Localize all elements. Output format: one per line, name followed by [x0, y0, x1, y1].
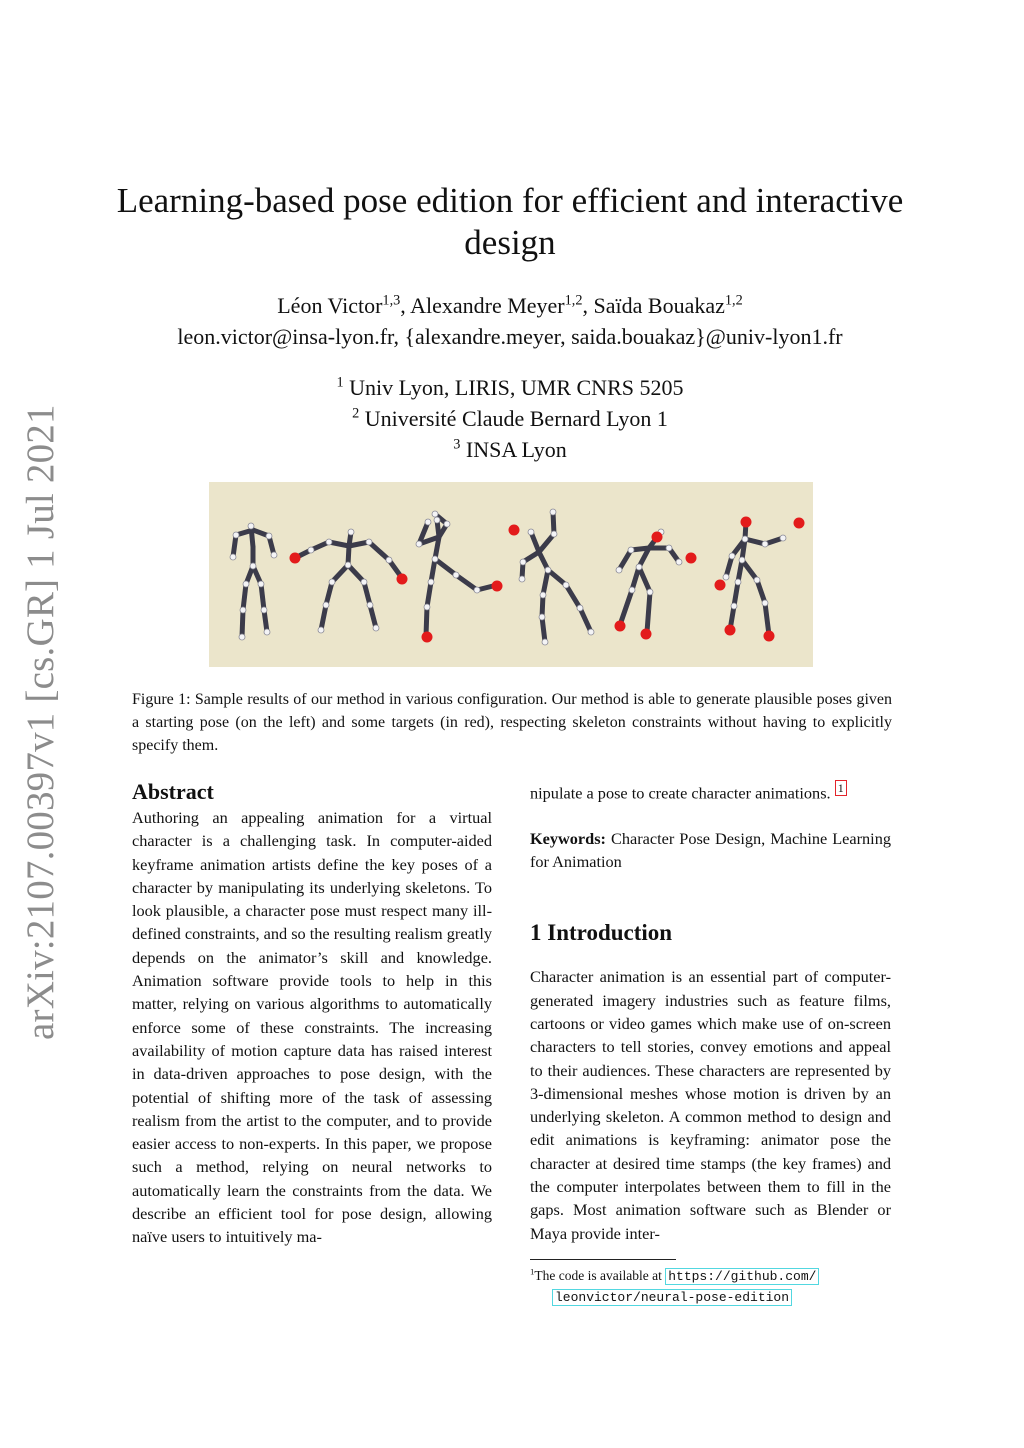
skeleton-joint — [563, 582, 569, 588]
skeleton-joint — [520, 559, 526, 565]
skeleton-bone — [619, 550, 631, 570]
code-url-link[interactable]: https://github.com/ — [665, 1268, 819, 1285]
target-point — [715, 580, 726, 591]
affiliations — [100, 372, 920, 465]
author-name: Alexandre Meyer — [410, 293, 565, 318]
footnote — [530, 1266, 891, 1308]
skeleton-joint — [762, 600, 768, 606]
skeleton-joint — [528, 529, 534, 535]
skeleton-joint — [230, 554, 236, 560]
skeleton-joint — [366, 539, 372, 545]
skeleton-joint — [348, 529, 354, 535]
skeleton-bone — [364, 582, 370, 605]
figure-caption: Figure 1: Sample results of our method in various configuration. Our method is able to generate plausible poses given a starting pose (on the left) and some targets (in red), respecting skeleton constraints without having to explicitly specify them. — [132, 691, 892, 754]
abstract-text: Authoring an appealing animation for a virtual character is a challenging task. In computer-aided keyframe animation artists define the key poses of a character by manipulating its underlying skeletons. To look plausible, a character pose must respect many ill-defined constraints, and so the resulting realism greatly depends on the animator’s skill and knowledge. Animation software provide tools to help in this matter, relying on various algorithms to automatically enforce some of these constraints. The increasing availability of motion capture data has raised interest in data-driven approaches to pose design, with the potential of shifting more of the task of assessing realism from the artist to the computer, and to provide easier access to non-experts. In this paper, we propose such a method, relying on neural networks to automatically learn the constraints from the data. We describe an efficient tool for pose design, allowing naïve users to intuitively ma- — [132, 808, 492, 1247]
pose-skeleton-crouched — [615, 529, 697, 640]
skeleton-joint — [629, 587, 635, 593]
affiliation-text: Université Claude Bernard Lyon 1 — [364, 406, 668, 431]
skeleton-joint — [519, 576, 525, 582]
skeleton-bone — [765, 603, 769, 635]
skeleton-bone — [580, 608, 591, 632]
skeleton-joint — [735, 579, 741, 585]
author-block — [100, 290, 920, 352]
skeleton-joint — [545, 567, 551, 573]
author-affil-marker: 1,2 — [564, 292, 583, 309]
affiliation-line — [100, 403, 920, 434]
skeleton-joint — [754, 577, 760, 583]
skeleton-joint — [434, 517, 440, 523]
skeleton-joint — [628, 547, 634, 553]
author-emails[interactable]: leon.victor@insa-lyon.fr, {alexandre.meyer, saida.bouakaz}@univ-lyon1.fr — [177, 324, 843, 349]
skeleton-joint — [425, 519, 431, 525]
skeleton-bone — [243, 584, 246, 610]
skeleton-bone — [332, 565, 348, 582]
figure-skeleton-poses — [209, 482, 813, 667]
affiliation-number: 3 — [453, 436, 461, 453]
skeleton-bone — [757, 580, 765, 603]
skeleton-joint — [233, 532, 239, 538]
skeleton-bone — [369, 542, 389, 560]
skeleton-joint — [428, 579, 434, 585]
target-point — [725, 625, 736, 636]
keywords-text: Character Pose Design, Machine Learning for Animation — [530, 828, 891, 872]
target-point — [422, 632, 433, 643]
footnote-rule — [530, 1259, 676, 1260]
skeleton-joint — [666, 545, 672, 551]
author-name: Saïda Bouakaz — [593, 293, 725, 318]
skeleton-bone — [621, 590, 632, 622]
skeleton-joint — [616, 567, 622, 573]
pose-skeleton-reaching — [715, 517, 805, 642]
skeleton-joint — [323, 602, 329, 608]
introduction-text: Character animation is an essential part of computer-generated imagery industries such as feature films, cartoons or video games which make use of on-screen characters to tell stories, convey emotions and appeal to their audiences. These characters are represented by 3-dimensional meshes whose motion is driven by an underlying skeleton. A common method to design and edit animations is keyframing: animator pose the character at desired time stamps (the key frames) and the computer interpolates between them to fill in the gaps. Most animation software such as Blender or Maya provide inter- — [530, 967, 891, 1243]
skeleton-bone — [566, 585, 580, 608]
skeleton-joint — [731, 603, 737, 609]
target-point — [615, 621, 626, 632]
skeleton-bone — [242, 610, 243, 637]
arxiv-identifier: arXiv:2107.00397v1 [cs.GR] 1 Jul 2021 — [19, 404, 62, 1040]
skeleton-joint — [264, 629, 270, 635]
skeleton-bone — [431, 559, 435, 582]
skeleton-bone — [435, 559, 456, 575]
skeleton-joint — [329, 579, 335, 585]
starting-pose-skeleton — [230, 523, 277, 640]
author-affil-marker: 1,2 — [724, 292, 743, 309]
affiliation-number: 2 — [352, 405, 360, 422]
affiliation-line — [100, 372, 920, 403]
skeleton-bone — [639, 567, 650, 592]
skeleton-joint — [577, 605, 583, 611]
target-point — [764, 631, 775, 642]
skeleton-joint — [432, 556, 438, 562]
keywords-label: Keywords: — [530, 828, 606, 848]
target-point — [741, 517, 752, 528]
skeleton-joint — [271, 552, 277, 558]
skeleton-joint — [550, 509, 556, 515]
skeleton-joint — [261, 607, 267, 613]
target-point — [652, 532, 663, 543]
abstract-continuation-text: nipulate a pose to create character animations. — [530, 783, 831, 803]
skeleton-joint — [739, 557, 745, 563]
skeleton-bone — [348, 565, 364, 582]
skeleton-joint — [474, 587, 480, 593]
affiliation-line — [100, 434, 920, 465]
right-column — [530, 780, 891, 1308]
skeleton-joint — [424, 604, 430, 610]
skeleton-joint — [636, 564, 642, 570]
target-point — [509, 525, 520, 536]
skeleton-bone — [456, 575, 477, 590]
skeleton-joint — [780, 535, 786, 541]
affiliation-number: 1 — [336, 374, 344, 391]
skeleton-joint — [345, 562, 351, 568]
skeleton-joint — [453, 572, 459, 578]
skeleton-bone — [734, 582, 738, 606]
target-point — [641, 629, 652, 640]
target-point — [686, 553, 697, 564]
skeleton-bone — [326, 582, 332, 605]
skeleton-joint — [266, 533, 272, 539]
pose-skeleton-arms-raised — [290, 529, 408, 633]
footnote-number: 1 — [530, 1266, 535, 1277]
skeleton-joint — [318, 627, 324, 633]
skeleton-joint — [551, 531, 557, 537]
abstract-continuation — [530, 780, 891, 805]
skeleton-joint — [539, 614, 545, 620]
target-point — [492, 581, 503, 592]
affiliation-text: INSA Lyon — [465, 437, 567, 462]
target-point — [794, 518, 805, 529]
skeleton-bone — [742, 560, 757, 580]
skeleton-joint — [742, 536, 748, 542]
skeleton-joint — [540, 592, 546, 598]
skeleton-joint — [386, 557, 392, 563]
skeleton-joint — [416, 541, 422, 547]
author-affil-marker: 1,3 — [382, 292, 401, 309]
keywords — [530, 827, 891, 874]
skeleton-bone — [543, 570, 548, 595]
skeleton-joint — [326, 539, 332, 545]
skeleton-bone — [542, 617, 545, 642]
introduction-heading: 1 Introduction — [530, 920, 673, 946]
skeleton-bone — [539, 534, 554, 552]
pose-skeleton-leg-raised — [416, 511, 503, 643]
skeleton-joint — [250, 563, 256, 569]
skeleton-bone — [261, 584, 264, 610]
skeleton-joint — [239, 634, 245, 640]
abstract-heading: Abstract — [132, 779, 214, 804]
skeleton-joint — [676, 559, 682, 565]
skeleton-joint — [588, 629, 594, 635]
footnote-text: The code is available at — [534, 1267, 662, 1283]
paper-title: Learning-based pose edition for efficient and interactive design — [116, 181, 904, 262]
footnote-link[interactable]: 1 — [835, 780, 847, 796]
skeleton-joint — [248, 523, 254, 529]
target-point — [290, 553, 301, 564]
target-point — [397, 574, 408, 585]
skeleton-joint — [444, 521, 450, 527]
abstract-column — [132, 778, 492, 1249]
author-names — [100, 290, 920, 321]
skeleton-joint — [729, 553, 735, 559]
skeleton-poses-illustration — [209, 482, 813, 667]
skeleton-bone — [321, 605, 326, 630]
skeleton-joint — [361, 579, 367, 585]
skeleton-bone — [647, 592, 650, 632]
skeleton-joint — [308, 547, 314, 553]
skeleton-joint — [647, 589, 653, 595]
pose-skeleton-arm-extended — [509, 509, 595, 645]
skeleton-bone — [370, 605, 376, 628]
author-separator: , — [582, 293, 594, 318]
skeleton-joint — [432, 511, 438, 517]
skeleton-joint — [542, 639, 548, 645]
skeleton-joint — [243, 581, 249, 587]
affiliation-text: Univ Lyon, LIRIS, UMR CNRS 5205 — [349, 375, 684, 400]
skeleton-joint — [367, 602, 373, 608]
skeleton-joint — [373, 625, 379, 631]
author-name: Léon Victor — [277, 293, 383, 318]
author-separator: , — [400, 293, 411, 318]
skeleton-joint — [723, 574, 729, 580]
skeleton-bone — [427, 582, 431, 607]
skeleton-joint — [240, 607, 246, 613]
code-url-link-continued[interactable]: leonvictor/neural-pose-edition — [552, 1289, 792, 1306]
skeleton-joint — [762, 541, 768, 547]
skeleton-bone — [548, 570, 566, 585]
skeleton-joint — [258, 581, 264, 587]
